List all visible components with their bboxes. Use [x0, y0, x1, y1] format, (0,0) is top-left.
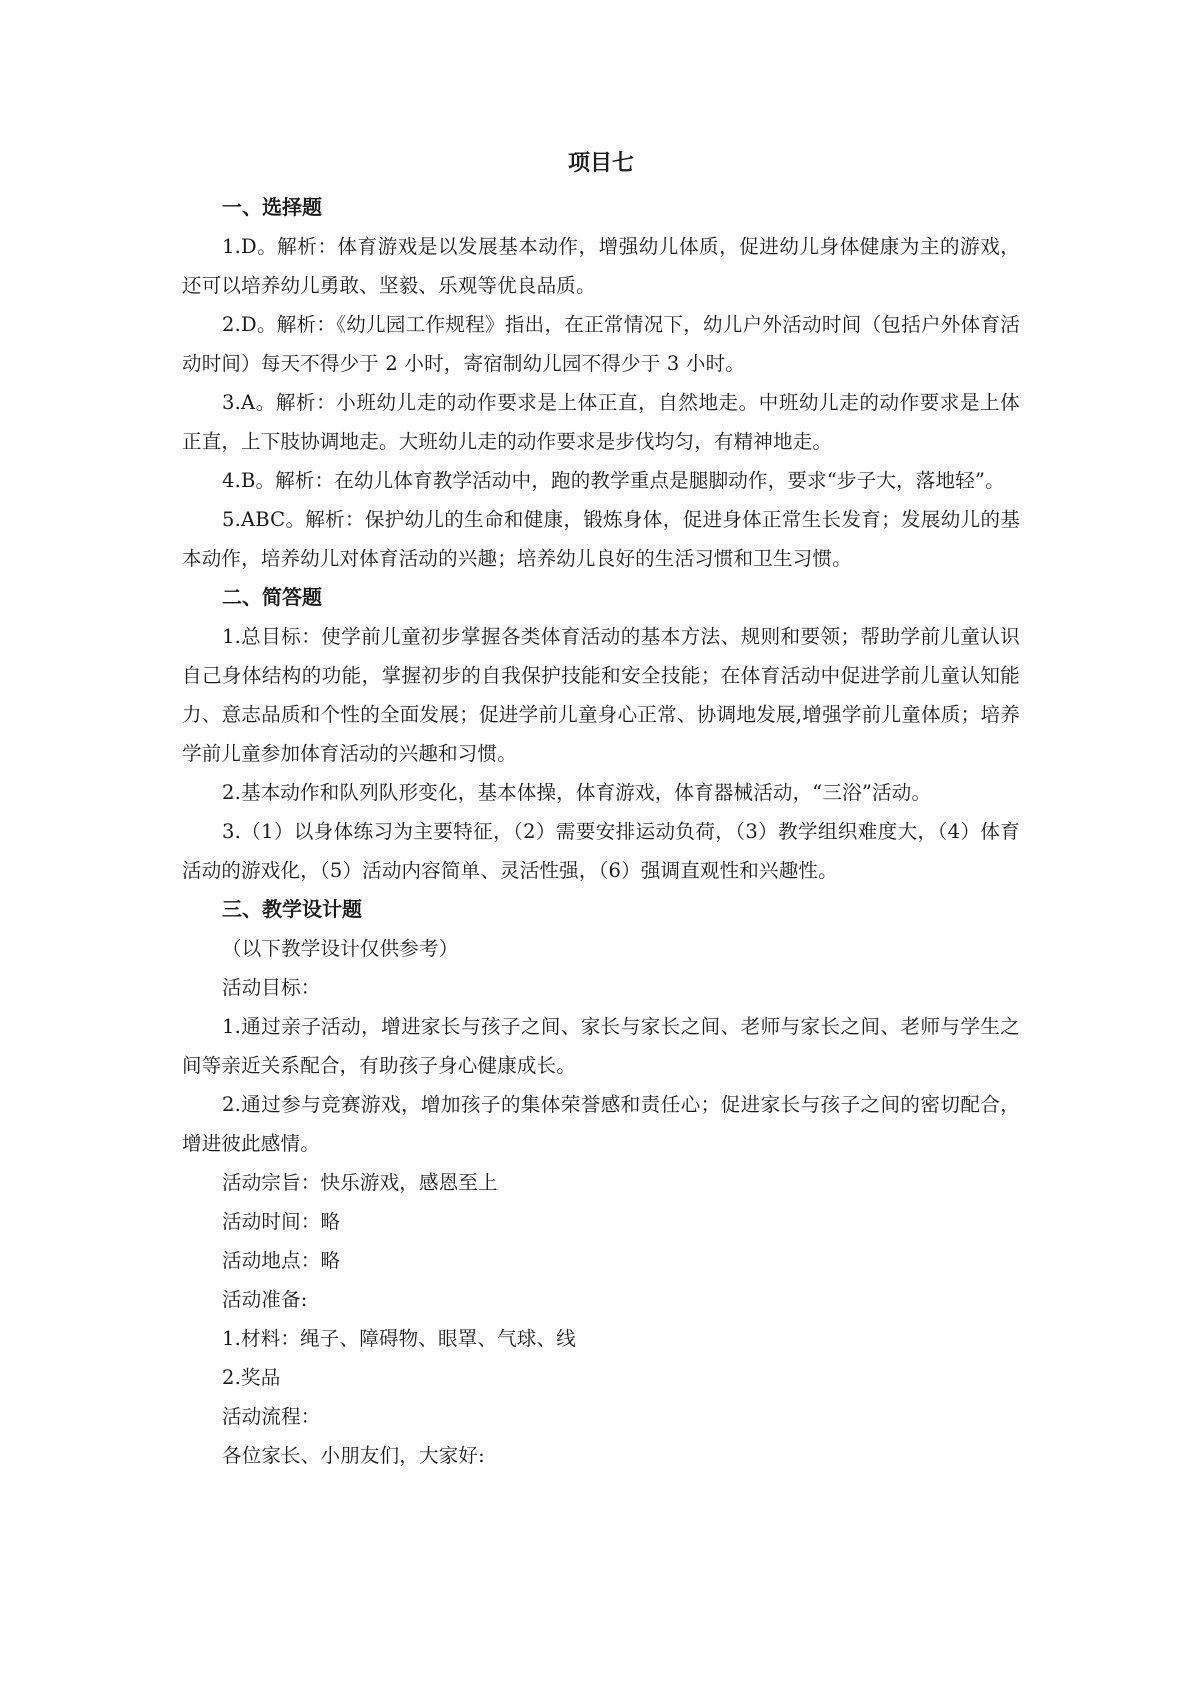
paragraph: 3.A。解析：小班幼儿走的动作要求是上体正直，自然地走。中班幼儿走的动作要求是上体正直，上下肢协调地走。大班幼儿走的动作要求是步伐均匀，有精神地走。: [182, 391, 1020, 453]
paragraph: 各位家长、小朋友们，大家好:: [222, 1444, 485, 1467]
paragraph: （以下教学设计仅供参考）: [222, 937, 459, 960]
paragraph: 3.（1）以身体练习为主要特征，（2）需要安排运动负荷，（3）教学组织难度大，（4）体育活动的游戏化，（5）活动内容简单、灵活性强，（6）强调直观性和兴趣性。: [182, 820, 1020, 882]
section-heading: 一、选择题: [222, 195, 322, 219]
paragraph: 5.ABC。解析：保护幼儿的生命和健康，锻炼身体，促进身体正常生长发育；发展幼儿的基本动作，培养幼儿对体育活动的兴趣；培养幼儿良好的生活习惯和卫生习惯。: [182, 508, 1020, 570]
paragraph: 1.总目标：使学前儿童初步掌握各类体育活动的基本方法、规则和要领；帮助学前儿童认识自己身体结构的功能，掌握初步的自我保护技能和安全技能；在体育活动中促进学前儿童认知能力、意志品质和个性的全面发展；促进学前儿童身心正常、协调地发展,增强学前儿童体质；培养学前儿童参加体育活动的兴趣和习惯。: [182, 625, 1020, 765]
paragraph: 活动时间：略: [222, 1210, 341, 1233]
paragraph: 活动宗旨：快乐游戏，感恩至上: [222, 1171, 498, 1194]
section-heading: 三、教学设计题: [222, 897, 362, 921]
paragraph: 活动目标：: [222, 976, 321, 999]
section-heading: 二、简答题: [222, 585, 322, 609]
paragraph: 2.通过参与竞赛游戏，增加孩子的集体荣誉感和责任心；促进家长与孩子之间的密切配合，增进彼此感情。: [182, 1093, 1020, 1155]
paragraph: 活动地点：略: [222, 1249, 341, 1272]
paragraph: 活动准备:: [222, 1288, 308, 1311]
page-title: 项目七: [567, 151, 634, 176]
paragraph: 1.通过亲子活动，增进家长与孩子之间、家长与家长之间、老师与家长之间、老师与学生之间等亲近关系配合，有助孩子身心健康成长。: [182, 1015, 1020, 1077]
paragraph: 活动流程：: [222, 1405, 321, 1428]
paragraph: 2.基本动作和队列队形变化，基本体操，体育游戏，体育器械活动，“三浴”活动。: [222, 781, 932, 804]
paragraph: 2.奖品: [222, 1366, 281, 1389]
paragraph: 1.材料：绳子、障碍物、眼罩、气球、线: [222, 1327, 576, 1350]
document-body: [182, 188, 1020, 1475]
paragraph: 1.D。解析：体育游戏是以发展基本动作，增强幼儿体质，促进幼儿身体健康为主的游戏，还可以培养幼儿勇敢、坚毅、乐观等优良品质。: [182, 235, 1020, 297]
paragraph: 4.B。解析：在幼儿体育教学活动中，跑的教学重点是腿脚动作，要求“步子大，落地轻”。: [222, 469, 1005, 492]
document-page: [182, 148, 1020, 1475]
paragraph: 2.D。解析：《幼儿园工作规程》指出，在正常情况下，幼儿户外活动时间（包括户外体育活动时间）每天不得少于 2 小时，寄宿制幼儿园不得少于 3 小时。: [182, 313, 1020, 375]
